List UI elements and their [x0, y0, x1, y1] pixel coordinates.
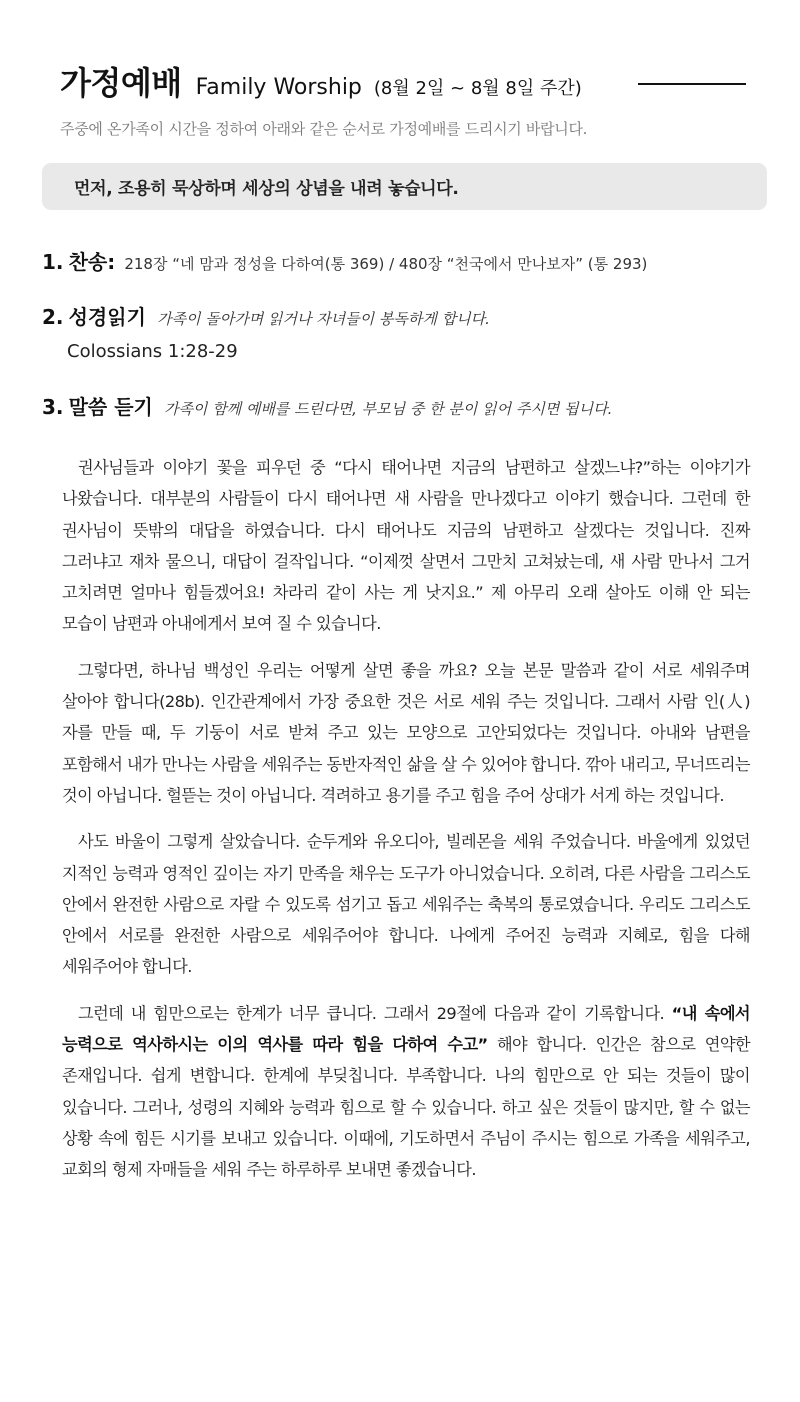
subtitle: 주중에 온가족이 시간을 정하여 아래와 같은 순서로 가정예배를 드리시기 바랍니다. — [60, 120, 588, 138]
header — [60, 58, 750, 139]
step-hymn — [42, 246, 647, 275]
bold-scripture-quote: “내 속에서 능력으로 역사하시는 이의 역사를 따라 힘을 다하여 수고” — [62, 1003, 751, 1055]
step-bible-reading — [42, 301, 490, 330]
sermon-body — [62, 452, 750, 1201]
step-title: 성경읽기 — [68, 305, 146, 329]
paragraph-text: 그런데 내 힘만으로는 한계가 너무 큽니다. 그래서 29절에 다음과 같이 기록합니다. — [78, 1003, 672, 1023]
title-rule-divider — [638, 83, 746, 85]
page-title: 가정예배 — [60, 64, 182, 102]
step-number: 1. — [42, 250, 64, 274]
sermon-paragraph: 사도 바울이 그렇게 살았습니다. 순두게와 유오디아, 빌레몬을 세워 주었습니다. 바울에게 있었던 지적인 능력과 영적인 깊이는 자기 만족을 채우는 도구가 아니었습니다. 오히려, 다른 사람을 그리스도 안에서 완전한 사람으로 자랄 수 있도록 섬기고 돕고 세워주는 축복의 통로였습니다. 우리도 그리스도 안에서 서로를 완전한 사람으로 세워주어야 합니다. 나에게 주어진 능력과 지혜로, 힘을 다해 세워주어야 합니다. — [62, 832, 750, 977]
sermon-paragraph: 권사님들과 이야기 꽃을 피우던 중 “다시 태어나면 지금의 남편하고 살겠느냐?”하는 이야기가 나왔습니다. 대부분의 사람들이 다시 태어나면 새 사람을 만나겠다고 이야기 했습니다. 그런데 한 권사님이 뜻밖의 대답을 하였습니다. 다시 태어나도 지금의 남편하고 살겠다는 것입니다. 진짜 그러냐고 재차 물으니, 대답이 걸작입니다. “이제껏 살면서 그만치 고쳐놨는데, 새 사람 만나서 그거 고치려면 얼마나 힘들겠어요! 차라리 같이 사는 게 낫지요.” 제 아무리 오래 살아도 이해 안 되는 모습이 남편과 아내에게서 보여 질 수 있습니다. — [62, 458, 750, 634]
step-title: 말씀 듣기 — [68, 395, 153, 419]
hymn-text: 218장 “네 맘과 정성을 다하여(통 369) / 480장 “천국에서 만나보자” (통 293) — [124, 255, 648, 273]
paragraph-text: 해야 합니다. 인간은 참으로 연약한 존재입니다. 쉽게 변합니다. 한계에 부딪칩니다. 부족합니다. 나의 힘만으로 안 되는 것들이 많이 있습니다. 그러나, 성령의 지혜와 능력과 힘으로 할 수 있습니다. 하고 싶은 것들이 많지만, 할 수 없는 상황 속에 힘든 시기를 보내고 있습니다. 이때에, 기도하면서 주님이 주시는 힘으로 가족을 세워주고, 교회의 형제 자매들을 세워 주는 하루하루 보내면 좋겠습니다. — [62, 1035, 750, 1180]
step-sermon — [42, 391, 612, 420]
step-number: 3. — [42, 395, 64, 419]
meditation-banner — [42, 163, 767, 210]
page-title-english: Family Worship — [195, 75, 362, 100]
sermon-paragraph — [62, 998, 750, 1186]
scripture-reference: Colossians 1:28-29 — [67, 341, 238, 362]
step-title: 찬송: — [68, 250, 116, 274]
step-note: 가족이 함께 예배를 드린다면, 부모님 중 한 분이 읽어 주시면 됩니다. — [163, 400, 613, 418]
date-range: (8월 2일 ~ 8월 8일 주간) — [373, 78, 582, 99]
sermon-paragraph: 그렇다면, 하나님 백성인 우리는 어떻게 살면 좋을 까요? 오늘 본문 말씀과 같이 서로 세워주며 살아야 합니다(28b). 인간관계에서 가장 중요한 것은 서로 세워 주는 것입니다. 그래서 사람 인(人)자를 만들 때, 두 기둥이 서로 받쳐 주고 있는 모양으로 고안되었다는 것입니다. 아내와 남편을 포함해서 내가 만나는 사람을 세워주는 동반자적인 삶을 살 수 있어야 합니다. 깎아 내리고, 무너뜨리는 것이 아닙니다. 헐뜯는 것이 아닙니다. 격려하고 용기를 주고 힘을 주어 상대가 서게 하는 것입니다. — [62, 660, 750, 805]
title-row — [60, 58, 750, 104]
step-number: 2. — [42, 305, 64, 329]
step-note: 가족이 돌아가며 읽거나 자녀들이 봉독하게 합니다. — [156, 310, 490, 328]
banner-text: 먼저, 조용히 묵상하며 세상의 상념을 내려 놓습니다. — [74, 179, 459, 199]
